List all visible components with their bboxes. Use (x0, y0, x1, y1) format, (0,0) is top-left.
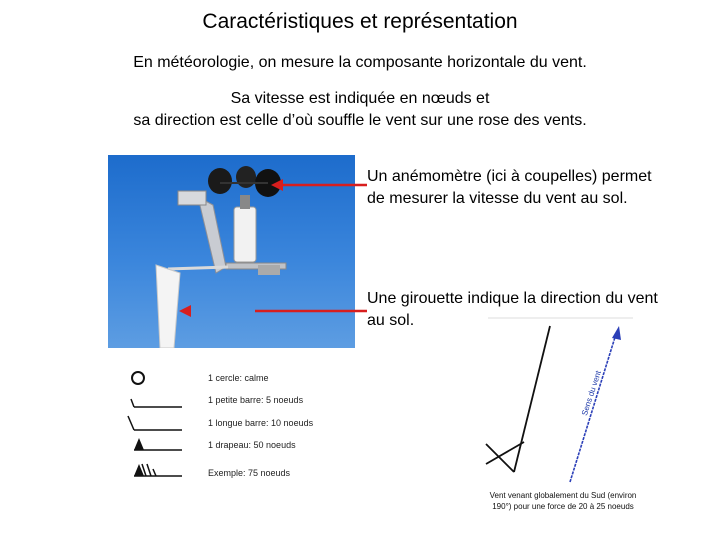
short-barb-icon (131, 399, 182, 407)
wind-station-plot (478, 312, 648, 487)
slide-title: Caractéristiques et représentation (202, 10, 518, 33)
flag-barb-icon (134, 438, 182, 450)
example-barb-icon (134, 464, 182, 476)
speed-direction-text (0, 88, 720, 132)
caption-line-1: Vent venant globalement du Sud (environ (489, 491, 637, 500)
wind-direction-diagram (478, 312, 648, 512)
anemometer-arrowhead (271, 179, 283, 191)
wind-barb-legend (120, 362, 350, 492)
wind-diagram-caption (478, 490, 648, 512)
legend-item-short-barb: 1 petite barre: 5 noeuds (208, 395, 304, 405)
speed-line-1: Sa vitesse est indiquée en nœuds et (230, 90, 490, 107)
wind-direction-label: Sens du vent (580, 369, 603, 417)
anemometer-line-2: de mesurer la vitesse du vent au sol. (367, 190, 628, 207)
legend-item-long-barb: 1 longue barre: 10 noeuds (208, 418, 314, 428)
legend-item-calm: 1 cercle: calme (208, 373, 269, 383)
vane-line-2: au sol. (367, 312, 415, 329)
vane-arrowhead-icon (175, 302, 195, 322)
legend-item-flag: 1 drapeau: 50 noeuds (208, 440, 296, 450)
wind-direction-arrowhead (612, 326, 621, 340)
long-barb-icon (128, 416, 182, 430)
wind-direction-arrow (570, 334, 616, 482)
intro-text: En météorologie, on mesure la composante horizontale du vent. (133, 54, 587, 71)
anemometer-description (367, 166, 652, 210)
barb-symbols (120, 362, 200, 492)
calm-circle-icon (132, 372, 144, 384)
caption-line-2: 190°) pour une force de 20 à 25 noeuds (492, 502, 634, 511)
wind-barb-line-1 (486, 444, 514, 472)
pointer-arrows (255, 175, 370, 325)
wind-shaft-line (514, 326, 550, 472)
vane-line-1: Une girouette indique la direction du vent (367, 290, 658, 307)
speed-line-2: sa direction est celle d’où souffle le vent sur une rose des vents. (133, 112, 587, 129)
legend-item-example: Exemple: 75 noeuds (208, 468, 291, 478)
anemometer-line-1: Un anémomètre (ici à coupelles) permet (367, 168, 652, 185)
